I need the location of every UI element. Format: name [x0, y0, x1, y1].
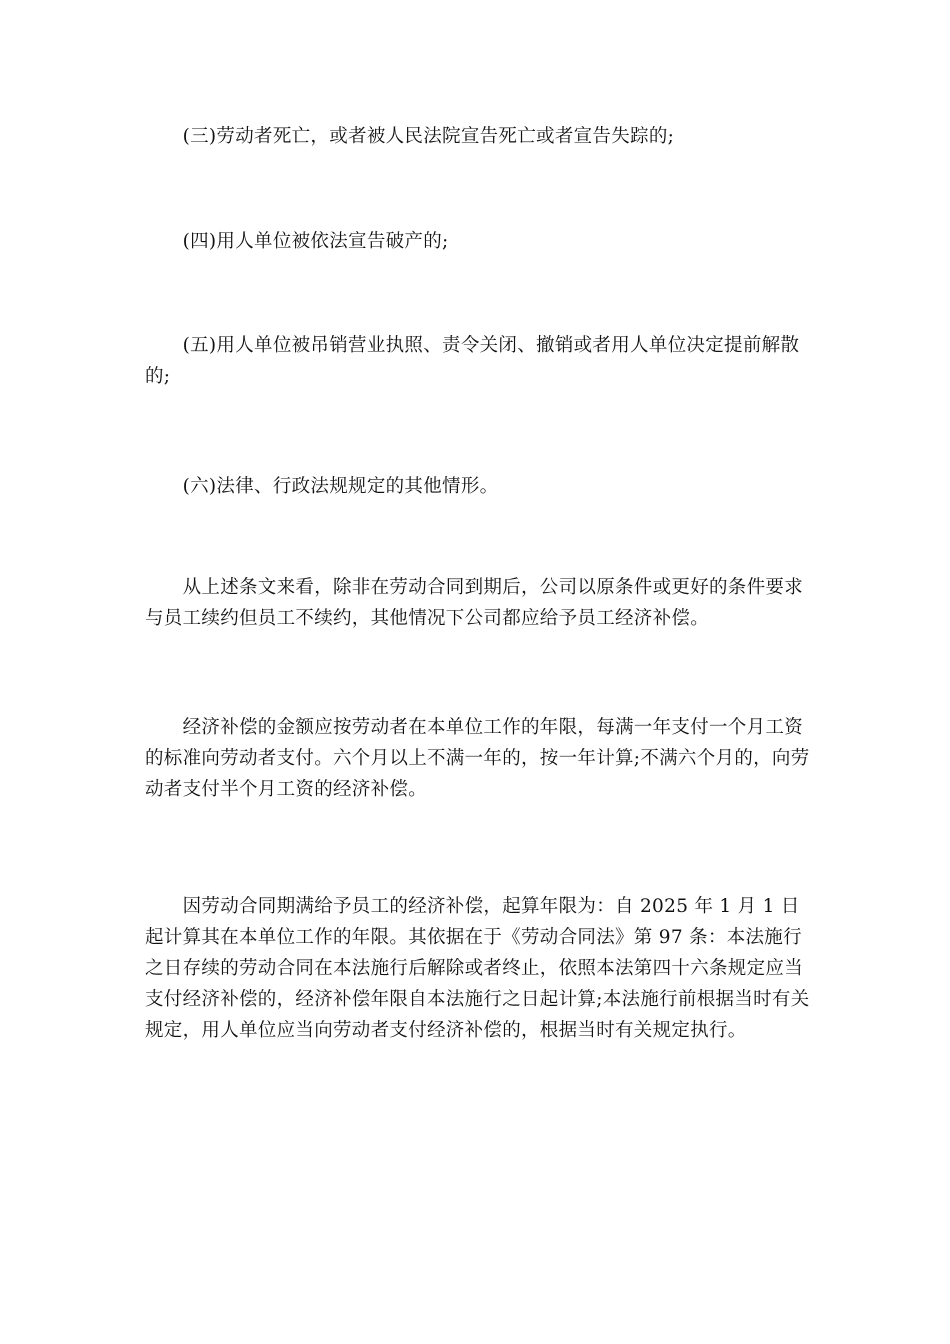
paragraph-compensation-start: 因劳动合同期满给予员工的经济补偿，起算年限为：自 2025 年 1 月 1 日起计算其在本单位工作的年限。其依据在于《劳动合同法》第 97 条：本法施行之日存续的劳动合同在本法施行后解除或者终止，依照本法第四十六条规定应当支付经济补偿的，经济补偿年限自本法施行之日起计算;本法施行前根据当时有关规定，用人单位应当向劳动者支付经济补偿的，根据当时有关规定执行。	[145, 896, 810, 1041]
paragraph-clause-5: (五)用人单位被吊销营业执照、责令关闭、撤销或者用人单位决定提前解散的;	[145, 335, 800, 387]
paragraph-clause-6: (六)法律、行政法规规定的其他情形。	[145, 476, 499, 497]
paragraph-clause-3: (三)劳动者死亡，或者被人民法院宣告死亡或者宣告失踪的;	[145, 126, 675, 147]
paragraph-clause-4: (四)用人单位被依法宣告破产的;	[145, 231, 449, 252]
paragraph-summary: 从上述条文来看，除非在劳动合同到期后，公司以原条件或更好的条件要求与员工续约但员工不续约，其他情况下公司都应给予员工经济补偿。	[145, 577, 804, 629]
paragraph-compensation-amount: 经济补偿的金额应按劳动者在本单位工作的年限，每满一年支付一个月工资的标准向劳动者支付。六个月以上不满一年的，按一年计算;不满六个月的，向劳动者支付半个月工资的经济补偿。	[145, 717, 810, 800]
